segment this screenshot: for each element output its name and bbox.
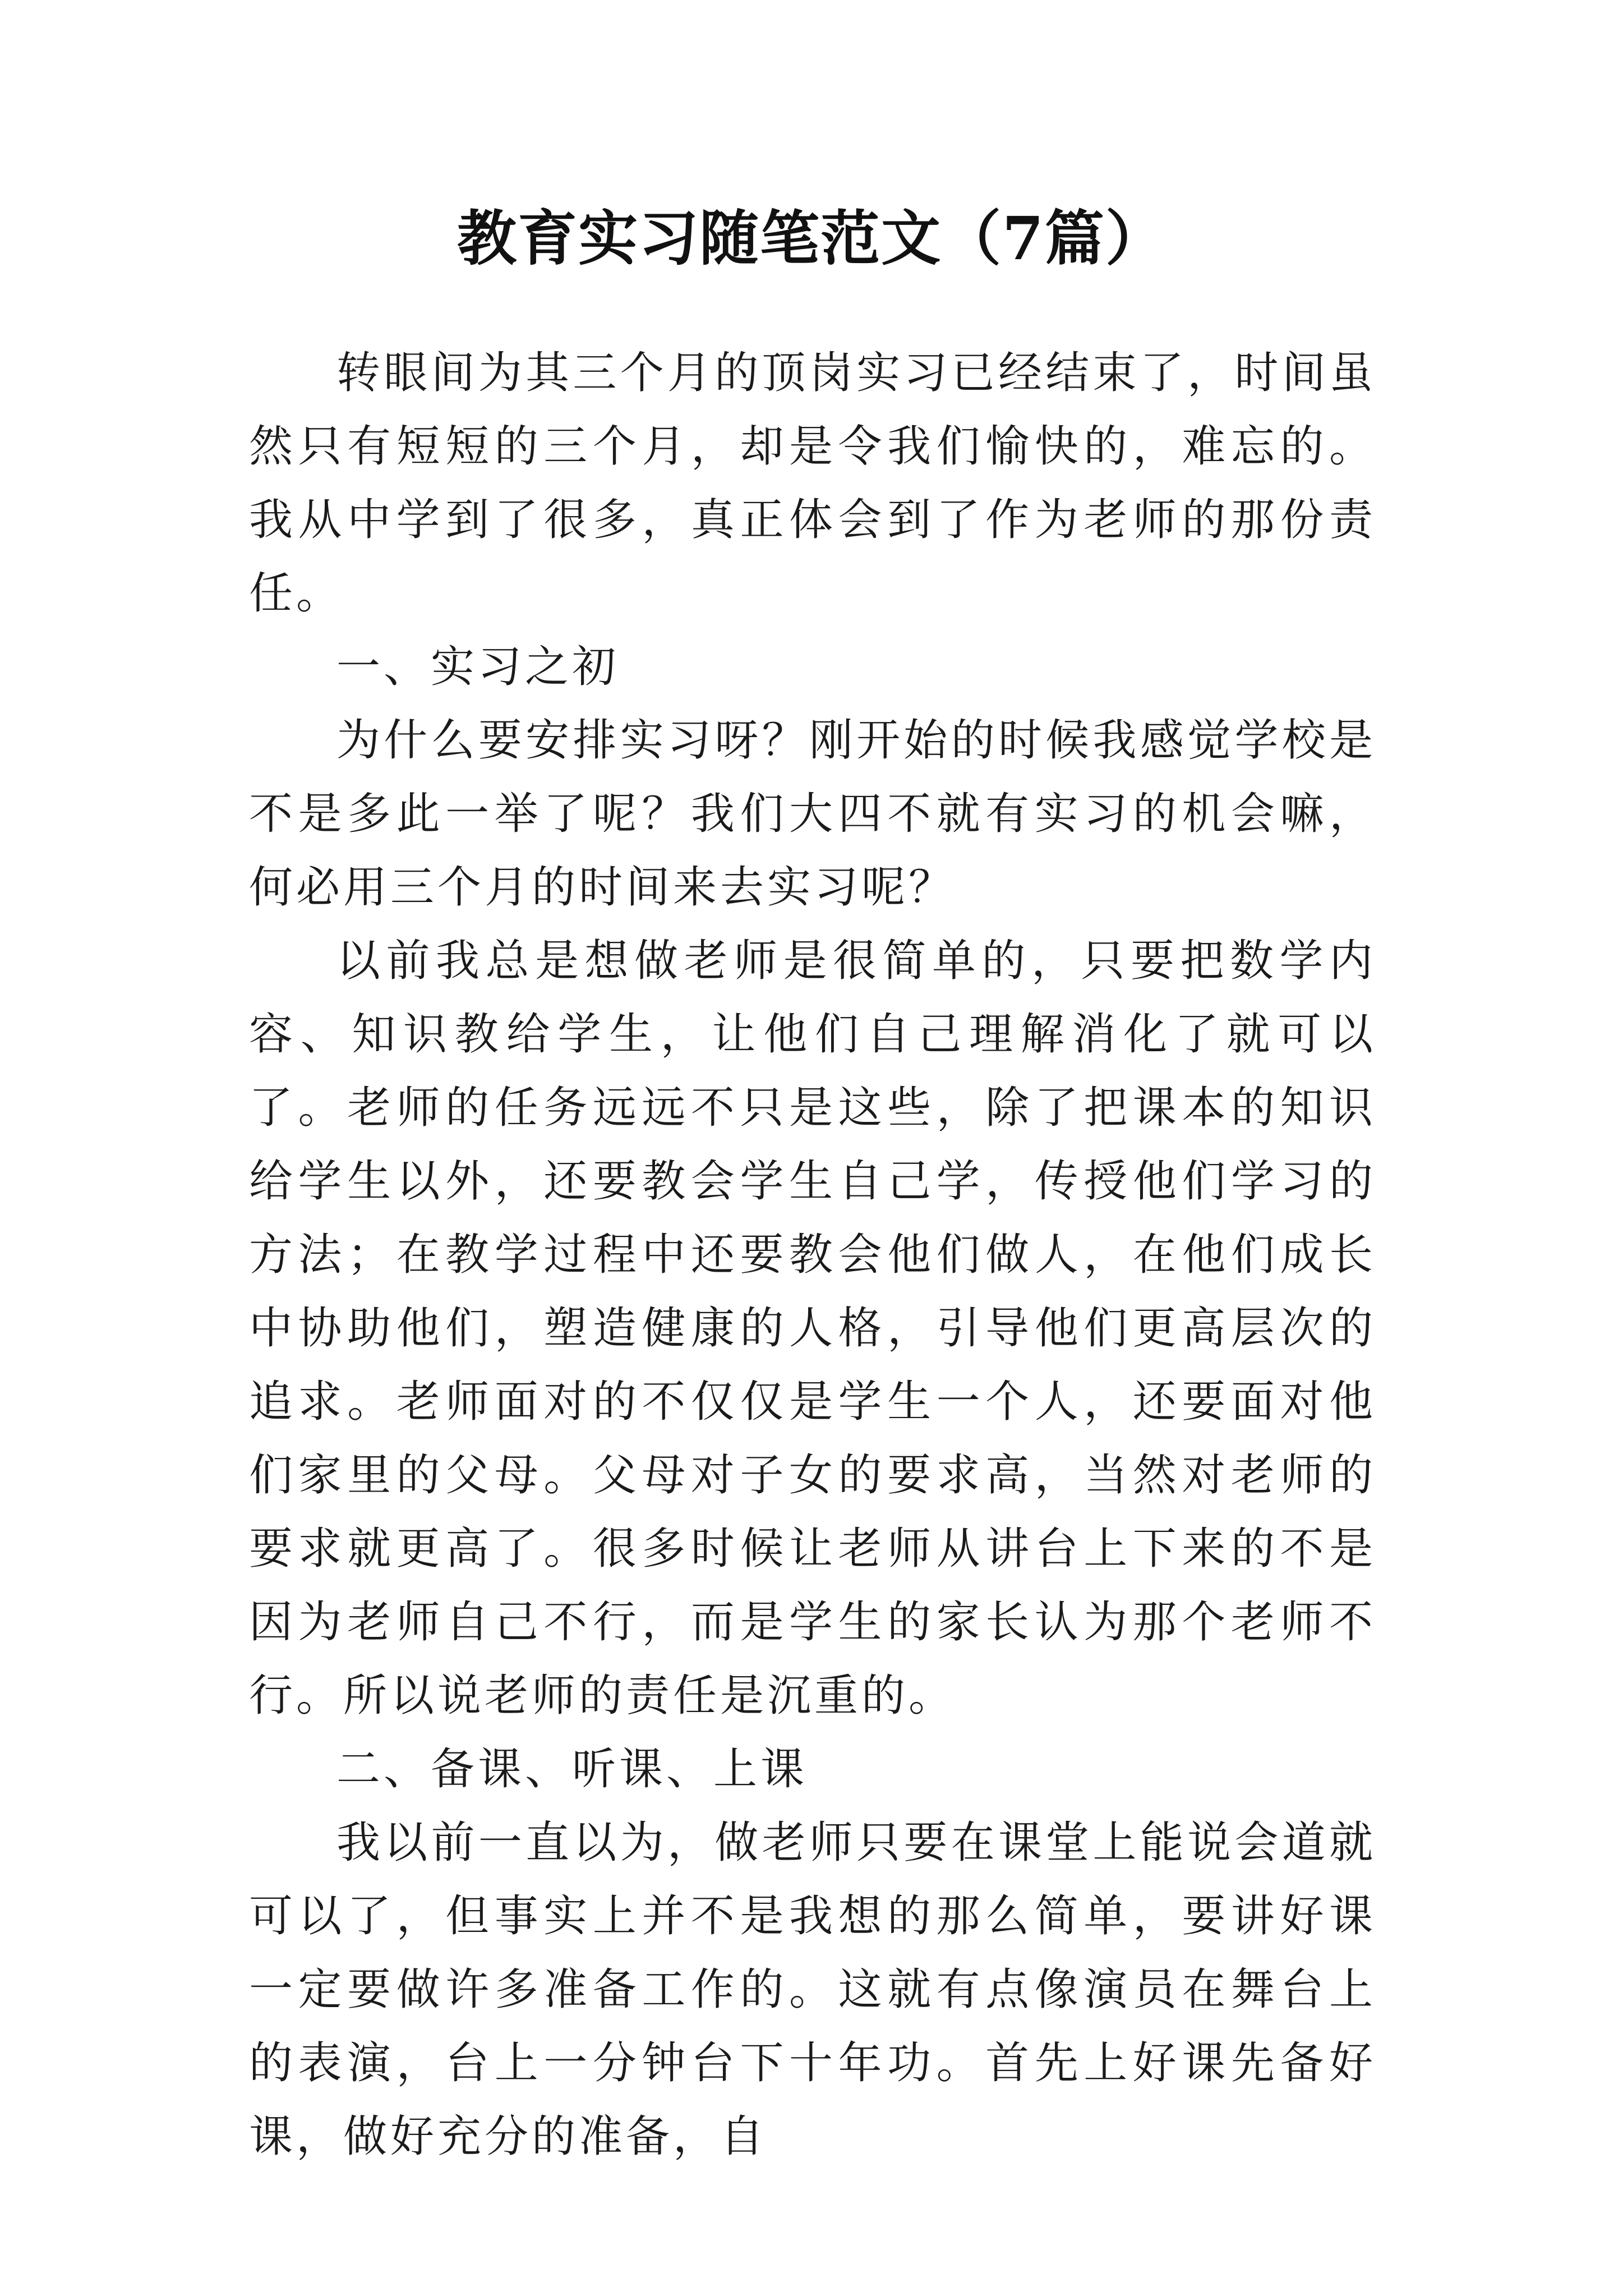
document-body bbox=[249, 337, 1376, 2174]
paragraph-teacher-duty: 以前我总是想做老师是很简单的，只要把数学内容、知识教给学生，让他们自己理解消化了就可以了。老师的任务远远不只是这些，除了把课本的知识给学生以外，还要教会学生自己学，传授他们学习的方法；在教学过程中还要教会他们做人，在他们成长中协助他们，塑造健康的人格，引导他们更高层次的追求。老师面对的不仅仅是学生一个人，还要面对他们家里的父母。父母对子女的要求高，当然对老师的要求就更高了。很多时候让老师从讲台上下来的不是因为老师自己不行，而是学生的家长认为那个老师不行。所以说老师的责任是沉重的。 bbox=[249, 936, 1376, 1721]
paragraph-question: 为什么要安排实习呀？刚开始的时候我感觉学校是不是多此一举了呢？我们大四不就有实习的机会嘛，何必用三个月的时间来去实习呢？ bbox=[249, 715, 1376, 913]
paragraph-lesson-prep: 我以前一直以为，做老师只要在课堂上能说会道就可以了，但事实上并不是我想的那么简单，要讲好课一定要做许多准备工作的。这就有点像演员在舞台上的表演，台上一分钟台下十年功。首先上好课先备好课，做好充分的准备，自 bbox=[249, 1818, 1376, 2162]
section-heading-1: 一、实习之初 bbox=[336, 642, 620, 692]
paragraph-intro: 转眼间为其三个月的顶岗实习已经结束了，时间虽然只有短短的三个月，却是令我们愉快的，难忘的。我从中学到了很多，真正体会到了作为老师的那份责任。 bbox=[249, 348, 1376, 619]
document-title: 教育实习随笔范文（7篇） bbox=[457, 203, 1166, 273]
section-heading-2: 二、备课、听课、上课 bbox=[336, 1744, 808, 1795]
